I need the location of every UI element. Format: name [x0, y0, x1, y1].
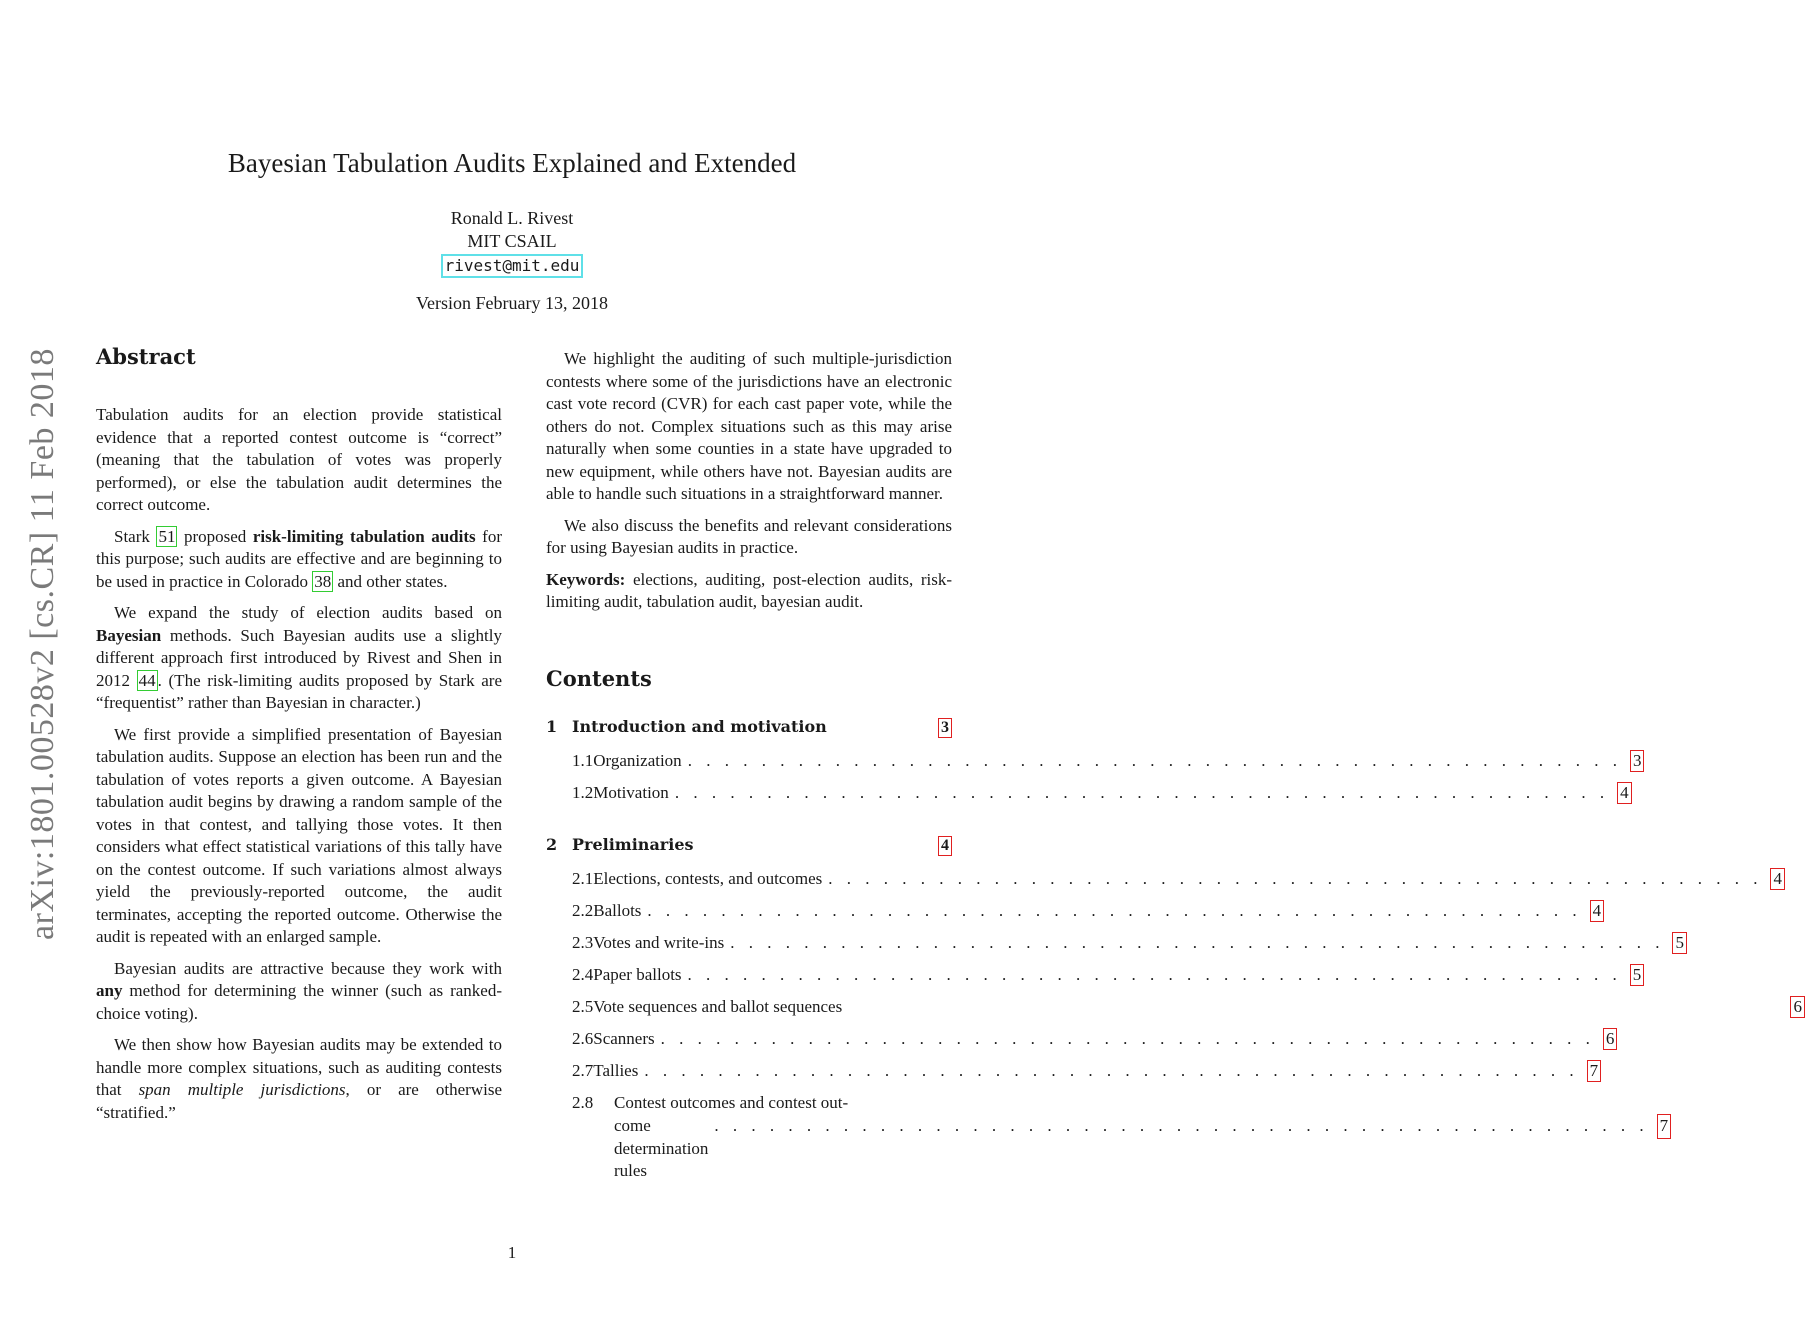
version-date: Version February 13, 2018 — [416, 293, 608, 313]
toc-sub-number: 1.1 — [572, 750, 594, 770]
toc-subsection-1-2[interactable] — [572, 782, 1629, 804]
toc-leader-dots — [644, 1061, 1578, 1081]
text-span: for this purpose; such audits are effective and are beginning to be used in practice in Colorado — [96, 526, 503, 591]
toc-section-1[interactable] — [546, 717, 952, 739]
toc-subsection-1-1[interactable] — [572, 750, 1642, 772]
toc-leader-dots — [688, 751, 1622, 771]
toc-subsection-2-7[interactable] — [572, 1060, 1599, 1082]
keywords-label: Keywords: — [546, 569, 626, 589]
toc-page-link[interactable]: 4 — [1617, 782, 1632, 804]
author-name: Ronald L. Rivest — [450, 208, 574, 228]
toc-subsection-2-8[interactable] — [572, 1092, 1669, 1183]
author-block — [0, 207, 1024, 278]
toc-subsection-2-6[interactable] — [572, 1028, 1615, 1050]
left-column — [96, 344, 502, 1133]
text-span: We then show how Bayesian audits may be extended to handle more complex situations, such as auditing contests that — [96, 1035, 502, 1099]
abstract-paragraph-5 — [96, 958, 502, 1026]
text-span: methods. Such Bayesian audits use a slightly different approach first introduced by Rivest and Shen in 2012 — [96, 625, 502, 690]
toc-page-link[interactable]: 5 — [1672, 932, 1687, 954]
keywords-list: elections, auditing, post-election audits, risk-limiting audit, tabulation audit, bayesian audit. — [546, 569, 952, 611]
toc-sub-number: 1.2 — [572, 782, 594, 802]
toc-sub-number: 2.8 — [572, 1092, 594, 1112]
abstract-paragraph-8: We also discuss the benefits and relevant considerations for using Bayesian audits in practice. — [546, 515, 952, 557]
toc-page-link[interactable]: 4 — [1770, 868, 1785, 890]
paper-title: Bayesian Tabulation Audits Explained and Extended — [227, 148, 797, 178]
abstract-paragraph-1: Tabulation audits for an election provide statistical evidence that a reported contest outcome is “correct” (meaning that the tabulation of votes was properly performed), or else the tabulation audit determines the correct outcome. — [96, 405, 502, 514]
toc-sub-title: Paper ballots — [593, 964, 682, 984]
italic-term: span multiple jurisdictions — [138, 1080, 346, 1099]
toc-sub-title-continued: come determination rules — [614, 1116, 709, 1180]
page-number: 1 — [507, 1243, 517, 1262]
author-affiliation: MIT CSAIL — [467, 231, 557, 251]
toc-leader-dots — [647, 901, 1581, 921]
toc-sub-title: Ballots — [593, 900, 642, 920]
toc-leader-dots — [828, 869, 1762, 889]
toc-section-number: 1 — [546, 716, 558, 736]
toc-subsection-2-5[interactable] — [572, 996, 1802, 1018]
abstract-paragraph-2 — [96, 526, 502, 594]
toc-sub-title: Scanners — [593, 1028, 655, 1048]
bold-term: Bayesian — [96, 625, 162, 645]
toc-leader-dots — [661, 1029, 1595, 1049]
bold-term: risk-limiting tabulation audits — [252, 526, 476, 546]
toc-sub-title: Tallies — [593, 1060, 639, 1080]
contents-heading: Contents — [546, 665, 652, 691]
toc-sub-number: 2.1 — [572, 868, 594, 888]
toc — [546, 716, 1802, 1183]
citation-link-38[interactable]: 38 — [314, 571, 332, 591]
toc-page-link[interactable]: 4 — [938, 836, 952, 856]
toc-page-link[interactable]: 7 — [1587, 1060, 1602, 1082]
toc-subsection-2-1[interactable] — [572, 868, 1782, 890]
toc-section-2[interactable] — [546, 835, 952, 857]
abstract-paragraph-3 — [96, 602, 502, 715]
toc-sub-title: Organization — [593, 750, 682, 770]
citation-link-44[interactable]: 44 — [138, 670, 156, 690]
keywords-paragraph — [546, 569, 952, 614]
toc-sub-title: Elections, contests, and outcomes — [593, 868, 823, 888]
toc-subsection-2-3[interactable] — [572, 932, 1684, 954]
toc-section-title: Preliminaries — [572, 834, 694, 854]
arxiv-stamp: arXiv:1801.00528v2 [cs.CR] 11 Feb 2018 — [24, 348, 61, 940]
toc-page-link[interactable]: 4 — [1590, 900, 1605, 922]
toc-sub-number: 2.7 — [572, 1060, 594, 1080]
toc-sub-number: 2.6 — [572, 1028, 594, 1048]
abstract-paragraph-6 — [96, 1034, 502, 1124]
toc-page-link[interactable]: 3 — [1630, 750, 1645, 772]
toc-page-link[interactable]: 3 — [938, 718, 952, 738]
toc-sub-title: Votes and write-ins — [593, 932, 725, 952]
text-span: proposed — [177, 526, 253, 546]
author-email-link[interactable]: rivest@mit.edu — [441, 254, 584, 278]
text-span: method for determining the winner (such as ranked-choice voting). — [96, 981, 502, 1023]
toc-page-link[interactable]: 5 — [1630, 964, 1645, 986]
toc-leader-dots — [714, 1115, 1648, 1138]
text-span: Stark — [114, 526, 157, 546]
toc-leader-dots — [675, 783, 1609, 803]
toc-section-number: 2 — [546, 834, 558, 854]
text-span: , or are otherwise “stratified.” — [96, 1080, 502, 1122]
toc-section-title: Introduction and motivation — [572, 716, 827, 736]
toc-sub-number: 2.3 — [572, 932, 594, 952]
text-span: Bayesian audits are attractive because they work with — [114, 958, 502, 978]
toc-page-link[interactable]: 7 — [1657, 1114, 1672, 1139]
toc-page-link[interactable]: 6 — [1603, 1028, 1618, 1050]
text-span: and other states. — [333, 571, 448, 591]
citation-link-51[interactable]: 51 — [158, 526, 176, 546]
abstract-paragraph-4: We first provide a simplified presentation of Bayesian tabulation audits. Suppose an election has been run and the tabulation of votes reports a given outcome. A Bayesian tabulation audit begins by drawing a random sample of the votes in that contest, and tallying those votes. It then considers what effect statistical variations of this tally have on the contest outcome. If such variations almost always yield the previously-reported outcome, the audit terminates, accepting the reported outcome. Otherwise the audit is repeated with an enlarged sample. — [96, 724, 502, 946]
toc-sub-title: Vote sequences and ballot sequences — [593, 996, 843, 1016]
toc-subsection-2-4[interactable] — [572, 964, 1642, 986]
toc-sub-title: Motivation — [593, 782, 669, 802]
bold-term: any — [96, 981, 123, 1000]
toc-page-link[interactable]: 6 — [1790, 996, 1805, 1018]
toc-leader-dots — [730, 933, 1664, 953]
right-column — [546, 348, 1802, 1183]
abstract-heading: Abstract — [96, 344, 196, 369]
toc-sub-number: 2.5 — [572, 996, 594, 1016]
toc-subsection-2-2[interactable] — [572, 900, 1602, 922]
toc-sub-number: 2.2 — [572, 900, 594, 920]
toc-leader-dots — [688, 965, 1622, 985]
toc-sub-number: 2.4 — [572, 964, 594, 984]
text-span: We expand the study of election audits based on — [114, 603, 502, 622]
abstract-paragraph-7: We highlight the auditing of such multiple-jurisdiction contests where some of the jurisdictions have an electronic cast vote record (CVR) for each cast paper vote, while the others do not. Complex situations such as this may arise naturally when some counties in a state have upgraded to new equipment, while others have not. Bayesian audits are able to handle such situations in a straightforward manner. — [546, 349, 952, 503]
text-span: . (The risk-limiting audits proposed by Stark are “frequentist” rather than Bayesian in character.) — [96, 670, 502, 712]
toc-sub-title: Contest outcomes and contest out- — [614, 1092, 849, 1112]
